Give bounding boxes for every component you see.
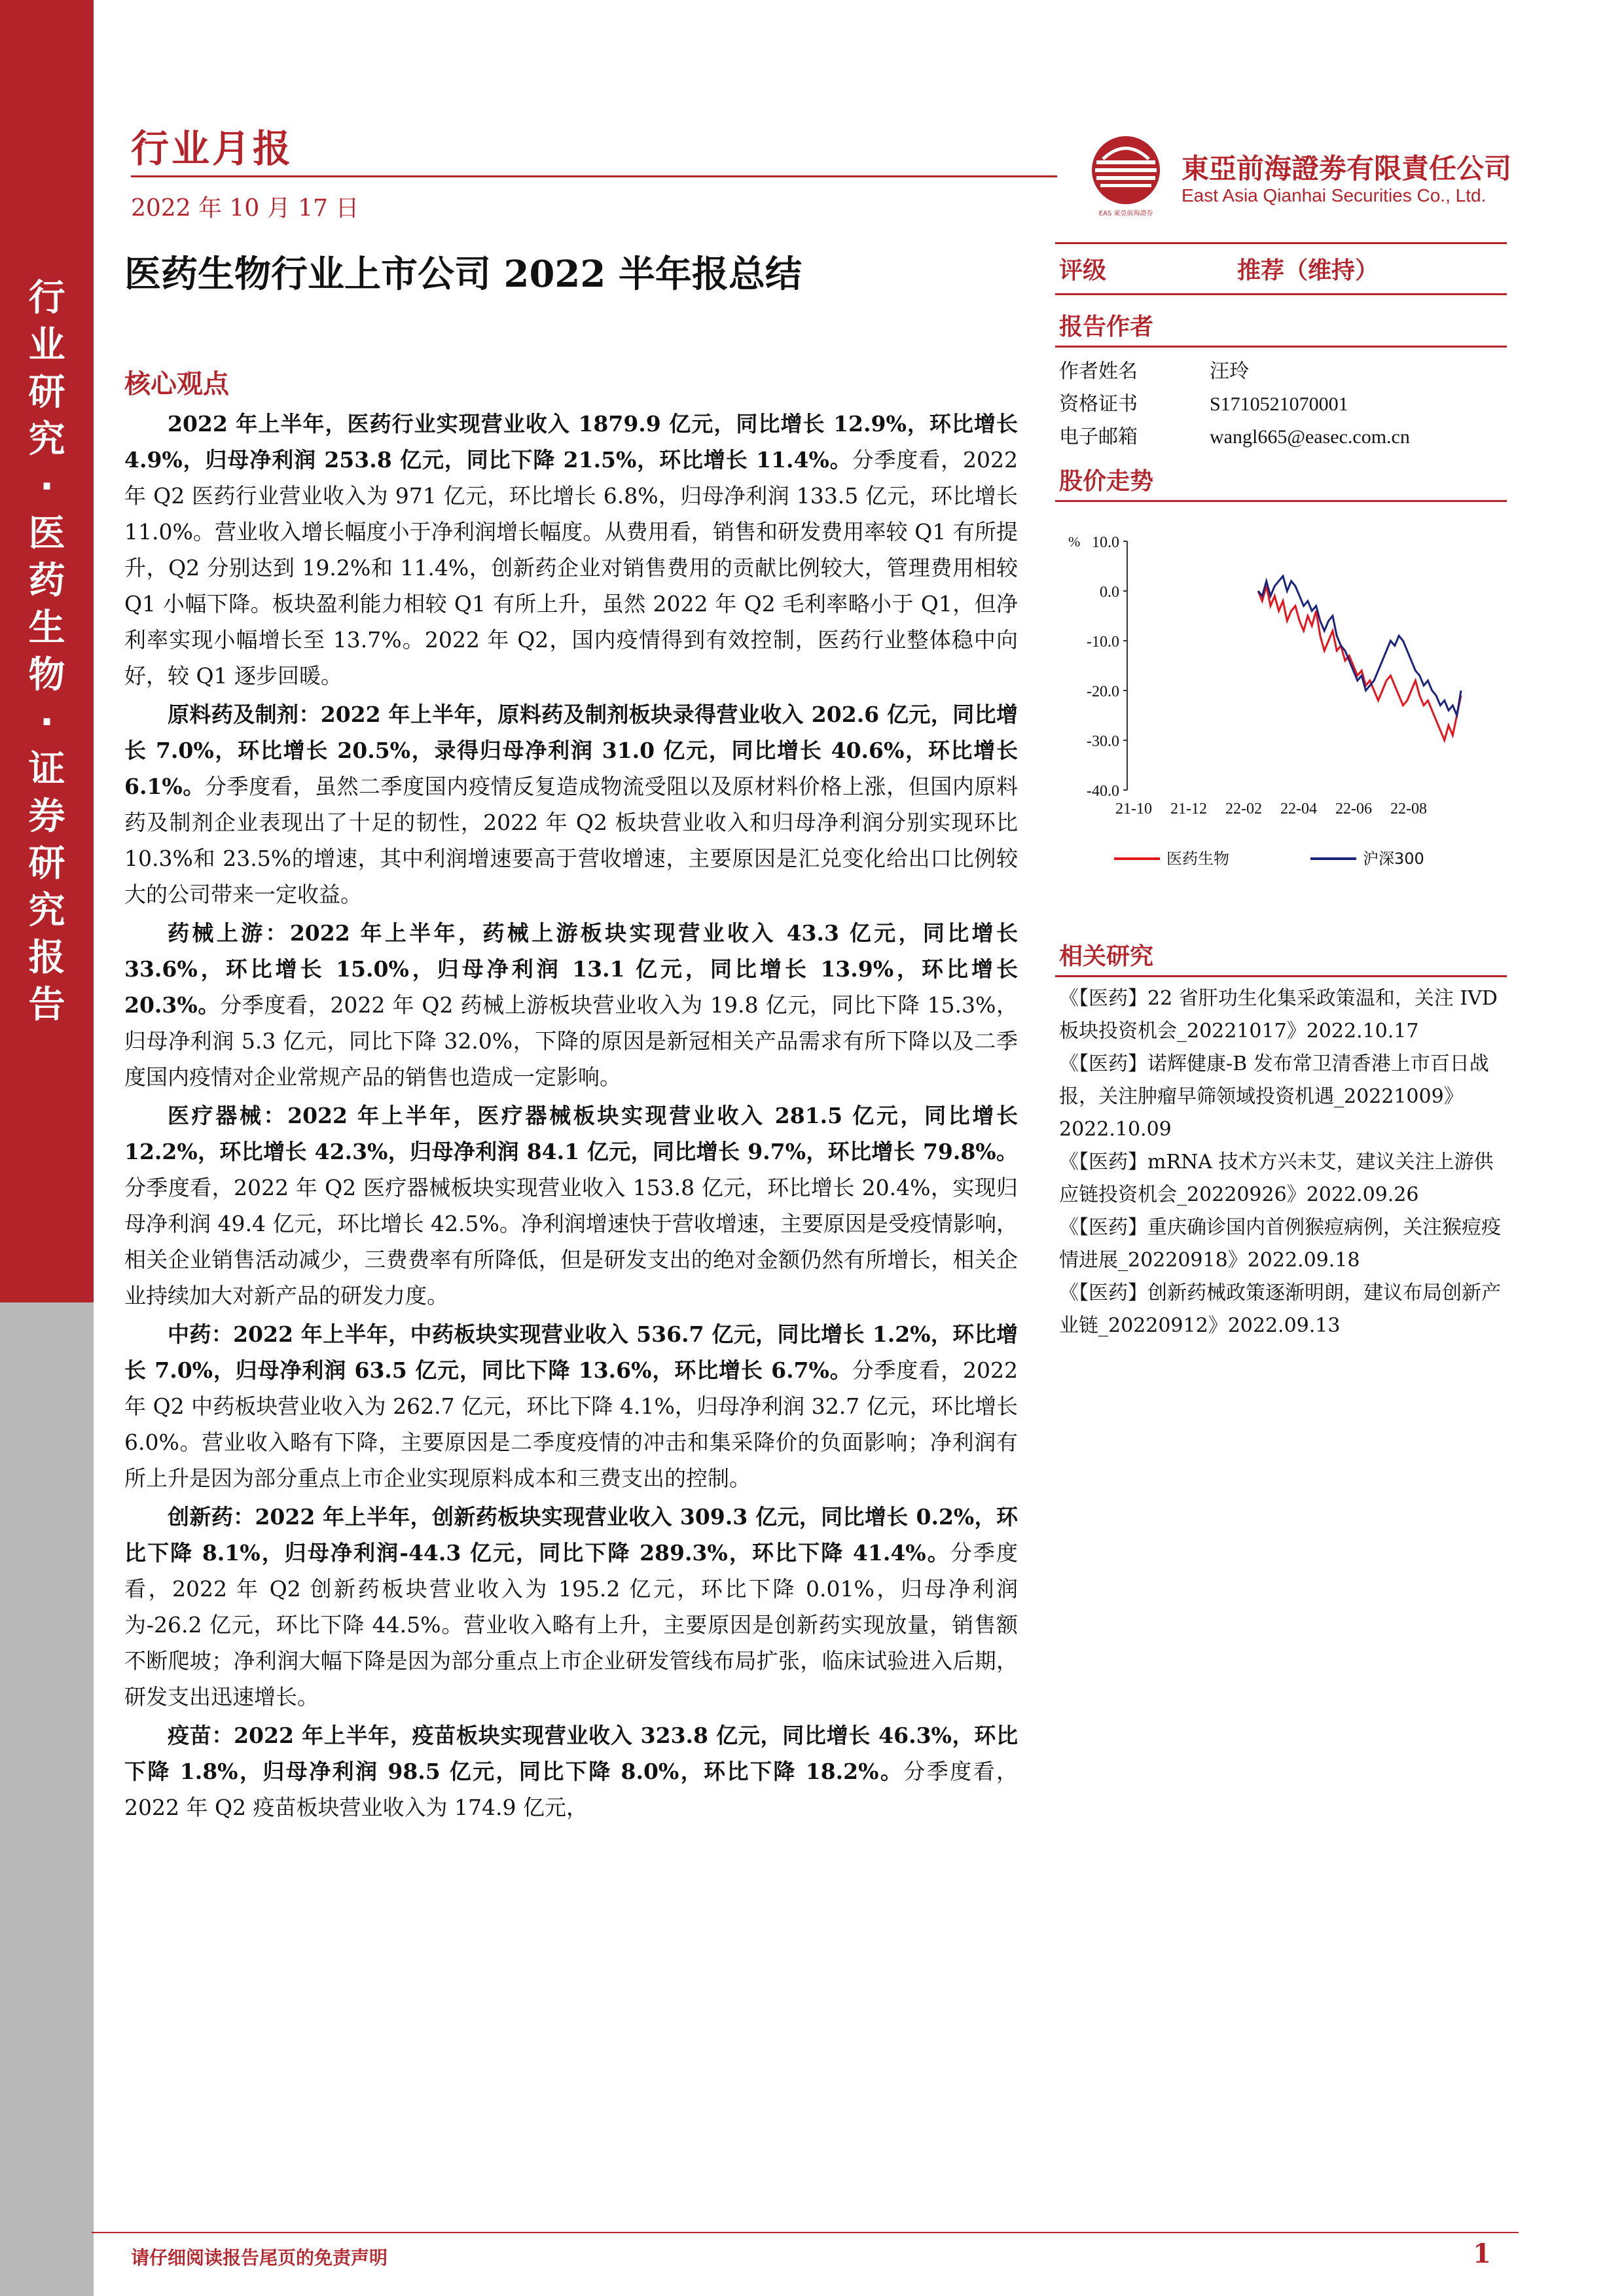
y-tick-label: 10.0 <box>1092 534 1119 551</box>
related-report-link[interactable]: 《【医药】重庆确诊国内首例猴痘病例，关注猴痘疫情进展_20220918》2022.09.18 <box>1059 1216 1501 1272</box>
core-view-paragraph <box>124 1717 1018 1825</box>
rating-label: 评级 <box>1059 257 1107 284</box>
core-view-paragraph <box>124 1316 1018 1496</box>
author-row <box>1059 421 1503 454</box>
author-key: 作者姓名 <box>1059 360 1138 383</box>
sidebar-char: 究 <box>28 418 65 461</box>
company-name-cn: 東亞前海證劵有限責任公司 <box>1182 152 1512 185</box>
paragraph-lead: 疫苗：2022 年上半年，疫苗板块实现营业收入 323.8 亿元，同比增长 46.3%，环比下降 1.8%，归母净利润 98.5 亿元，同比下降 8.0%，环比下降 18.2%。 <box>124 1723 1018 1784</box>
paragraph-lead: 原料药及制剂：2022 年上半年，原料药及制剂板块录得营业收入 202.6 亿元，同比增长 7.0%，环比增长 20.5%，录得归母净利润 31.0 亿元，同比增长 40.6%，环比增长 6.1%。 <box>124 702 1018 799</box>
y-axis-unit: % <box>1068 533 1081 550</box>
sidebar-char: 究 <box>28 889 65 932</box>
x-tick-label: 22-06 <box>1335 800 1372 817</box>
related-list <box>1055 977 1507 1348</box>
y-tick-label: -40.0 <box>1087 783 1119 800</box>
paragraph-lead: 2022 年上半年，医药行业实现营业收入 1879.9 亿元，同比增长 12.9%，环比增长 4.9%，归母净利润 253.8 亿元，同比下降 21.5%，环比增长 11.4%。 <box>124 411 1018 473</box>
related-report-link[interactable]: 《【医药】22 省肝功生化集采政策温和，关注 IVD 板块投资机会_20221017》2022.10.17 <box>1059 987 1498 1043</box>
sidebar-char: 研 <box>28 371 65 414</box>
sidebar-char: 研 <box>28 842 65 885</box>
right-panel <box>1055 242 1507 1348</box>
sidebar-char: · <box>39 701 54 744</box>
y-tick-label: 0.0 <box>1100 584 1119 601</box>
sidebar <box>0 0 94 2296</box>
company-name-en: East Asia Qianhai Securities Co., Ltd. <box>1182 185 1487 206</box>
related-report-link[interactable]: 《【医药】创新药械政策逐渐明朗，建议布局创新产业链_20220912》2022.09.13 <box>1059 1282 1501 1337</box>
rating-value: 推荐（维持） <box>1237 257 1379 284</box>
paragraph-lead: 中药：2022 年上半年，中药板块实现营业收入 536.7 亿元，同比增长 1.2%，环比增长 7.0%，归母净利润 63.5 亿元，同比下降 13.6%，环比增长 6.7%。 <box>124 1321 1018 1383</box>
core-view-paragraph <box>124 1499 1018 1715</box>
report-date: 2022 年 10 月 17 日 <box>131 195 359 222</box>
footer-disclaimer: 请仔细阅读报告尾页的免责声明 <box>131 2247 388 2269</box>
core-view-heading: 核心观点 <box>124 369 229 399</box>
core-view-paragraph <box>124 696 1018 912</box>
legend-label: 沪深300 <box>1363 850 1424 868</box>
sidebar-char: 药 <box>28 560 65 602</box>
sidebar-char: 证 <box>28 748 65 791</box>
sidebar-char: 医 <box>28 512 65 555</box>
chart-svg <box>1055 502 1507 921</box>
sidebar-char: 告 <box>28 984 65 1026</box>
x-tick-label: 22-08 <box>1390 800 1427 817</box>
series-line-0 <box>1258 586 1461 740</box>
sidebar-char: 报 <box>28 937 65 979</box>
logo-small-text: EAS 東亞前海證券 <box>1098 210 1153 217</box>
paragraph-lead: 药械上游：2022 年上半年，药械上游板块实现营业收入 43.3 亿元，同比增长 33.6%，环比增长 15.0%，归母净利润 13.1 亿元，同比增长 13.9%，环比增长 20.3%。 <box>124 920 1018 1018</box>
paragraph-text: 分季度看，2022 年 Q2 药械上游板块营业收入为 19.8 亿元，同比下降 15.3%，归母净利润 5.3 亿元，同比下降 32.0%，下降的原因是新冠相关产品需求有所下降以及二季度国内疫情对企业常规产品的销售也造成一定影响。 <box>124 992 1018 1090</box>
author-row <box>1059 388 1503 421</box>
report-title: 医药生物行业上市公司 2022 半年报总结 <box>124 253 802 296</box>
paragraph-text: 分季度看，2022 年 Q2 医药行业营业收入为 971 亿元，环比增长 6.8%，归母净利润 133.5 亿元，环比增长 11.0%。营业收入增长幅度小于净利润增长幅度。从费用看，销售和研发费用率较 Q1 有所提升，Q2 分别达到 19.2%和 11.4%，创新药企业对销售费用的贡献比例较大，管理费用相较 Q1 小幅下降。板块盈利能力相较 Q1 有所上升，虽然 2022 年 Q2 毛利率略小于 Q1，但净利率实现小幅增长至 13.7%。2022 年 Q2，国内疫情得到有效控制，医药行业整体稳中向好，较 Q1 逐步回暖。 <box>124 447 1018 689</box>
author-key: 资格证书 <box>1059 393 1138 416</box>
related-report-link[interactable]: 《【医药】mRNA 技术方兴未艾，建议关注上游供应链投资机会_20220926》2022.09.26 <box>1059 1151 1494 1206</box>
paragraph-lead: 医疗器械：2022 年上半年，医疗器械板块实现营业收入 281.5 亿元，同比增长 12.2%，环比增长 42.3%，归母净利润 84.1 亿元，同比增长 9.7%，环比增长 79.8%。 <box>124 1103 1018 1164</box>
price-trend-heading: 股价走势 <box>1055 459 1507 502</box>
author-key: 电子邮箱 <box>1059 425 1138 448</box>
sidebar-char: 物 <box>28 654 65 696</box>
sidebar-vertical-label <box>0 275 94 1029</box>
sidebar-char: 行 <box>28 277 65 319</box>
paragraph-text: 分季度看，虽然二季度国内疫情反复造成物流受阻以及原材料价格上涨，但国内原料药及制剂企业表现出了十足的韧性，2022 年 Q2 板块营业收入和归母净利润分别实现环比 10.3%和 23.5%的增速，其中利润增速要高于营收增速，主要原因是汇兑变化给出口比例较大的公司带来一定收益。 <box>124 774 1018 907</box>
footer-rule <box>92 2232 1519 2233</box>
author-row <box>1059 355 1503 388</box>
author-value: S1710521070001 <box>1210 393 1348 415</box>
core-view-paragraph <box>124 406 1018 694</box>
sidebar-char: 生 <box>28 607 65 649</box>
y-tick-label: -10.0 <box>1087 634 1119 651</box>
doc-type-label: 行业月报 <box>131 126 294 171</box>
company-logo <box>1090 134 1515 219</box>
core-view-body <box>124 406 1018 1828</box>
paragraph-lead: 创新药：2022 年上半年，创新药板块实现营业收入 309.3 亿元，同比增长 0.2%，环比下降 8.1%，归母净利润-44.3 亿元，同比下降 289.3%，环比下降 41.4%。 <box>124 1504 1018 1566</box>
x-tick-label: 22-02 <box>1225 800 1262 817</box>
rating-row <box>1055 242 1507 295</box>
author-value[interactable]: wangl665@easec.com.cn <box>1210 426 1410 448</box>
header-rule <box>131 175 1057 177</box>
paragraph-text: 分季度看，2022 年 Q2 创新药板块营业收入为 195.2 亿元，环比下降 0.01%，归母净利润为-26.2 亿元，环比下降 44.5%。营业收入略有上升，主要原因是创新药实现放量，销售额不断爬坡；净利润大幅下降是因为部分重点上市企业研发管线布局扩张，临床试验进入后期，研发支出迅速增长。 <box>124 1540 1019 1710</box>
x-tick-label: 22-04 <box>1280 800 1317 817</box>
series-line-1 <box>1258 576 1461 715</box>
paragraph-text: 分季度看，2022 年 Q2 医疗器械板块实现营业收入 153.8 亿元，环比增长 20.4%，实现归母净利润 49.4 亿元，环比增长 42.5%。净利润增速快于营收增速，主要原因是受疫情影响，相关企业销售活动减少，三费费率有所降低，但是研发支出的绝对金额仍然有所增长，相关企业持续加大对新产品的研发力度。 <box>124 1175 1018 1308</box>
page-number: 1 <box>1473 2238 1491 2269</box>
x-tick-label: 21-12 <box>1170 800 1207 817</box>
sidebar-char: 券 <box>28 795 65 838</box>
related-report-link[interactable]: 《【医药】诺辉健康-B 发布常卫清香港上市百日战报，关注肿瘤早筛领域投资机遇_20221009》2022.10.09 <box>1059 1052 1489 1141</box>
author-table <box>1059 355 1503 454</box>
core-view-paragraph <box>124 915 1018 1095</box>
author-value: 汪玲 <box>1210 361 1249 382</box>
logo-emblem-icon <box>1090 134 1162 206</box>
legend-label: 医药生物 <box>1166 850 1229 868</box>
y-tick-label: -20.0 <box>1087 683 1119 700</box>
core-view-paragraph <box>124 1098 1018 1314</box>
y-tick-label: -30.0 <box>1087 733 1119 750</box>
price-trend-chart <box>1055 502 1507 921</box>
related-heading: 相关研究 <box>1055 934 1507 977</box>
sidebar-char: · <box>39 465 54 508</box>
author-heading: 报告作者 <box>1055 304 1507 348</box>
sidebar-char: 业 <box>28 324 65 367</box>
paragraph-text: 分季度看，2022 年 Q2 中药板块营业收入为 262.7 亿元，环比下降 4.1%，归母净利润 32.7 亿元，环比增长 6.0%。营业收入略有下降，主要原因是二季度疫情的冲击和集采降价的负面影响；净利润有所上升是因为部分重点上市企业实现原料成本和三费支出的控制。 <box>124 1357 1018 1491</box>
paragraph-text: 分季度看，2022 年 Q2 疫苗板块营业收入为 174.9 亿元， <box>124 1759 1018 1820</box>
x-tick-label: 21-10 <box>1115 800 1152 817</box>
